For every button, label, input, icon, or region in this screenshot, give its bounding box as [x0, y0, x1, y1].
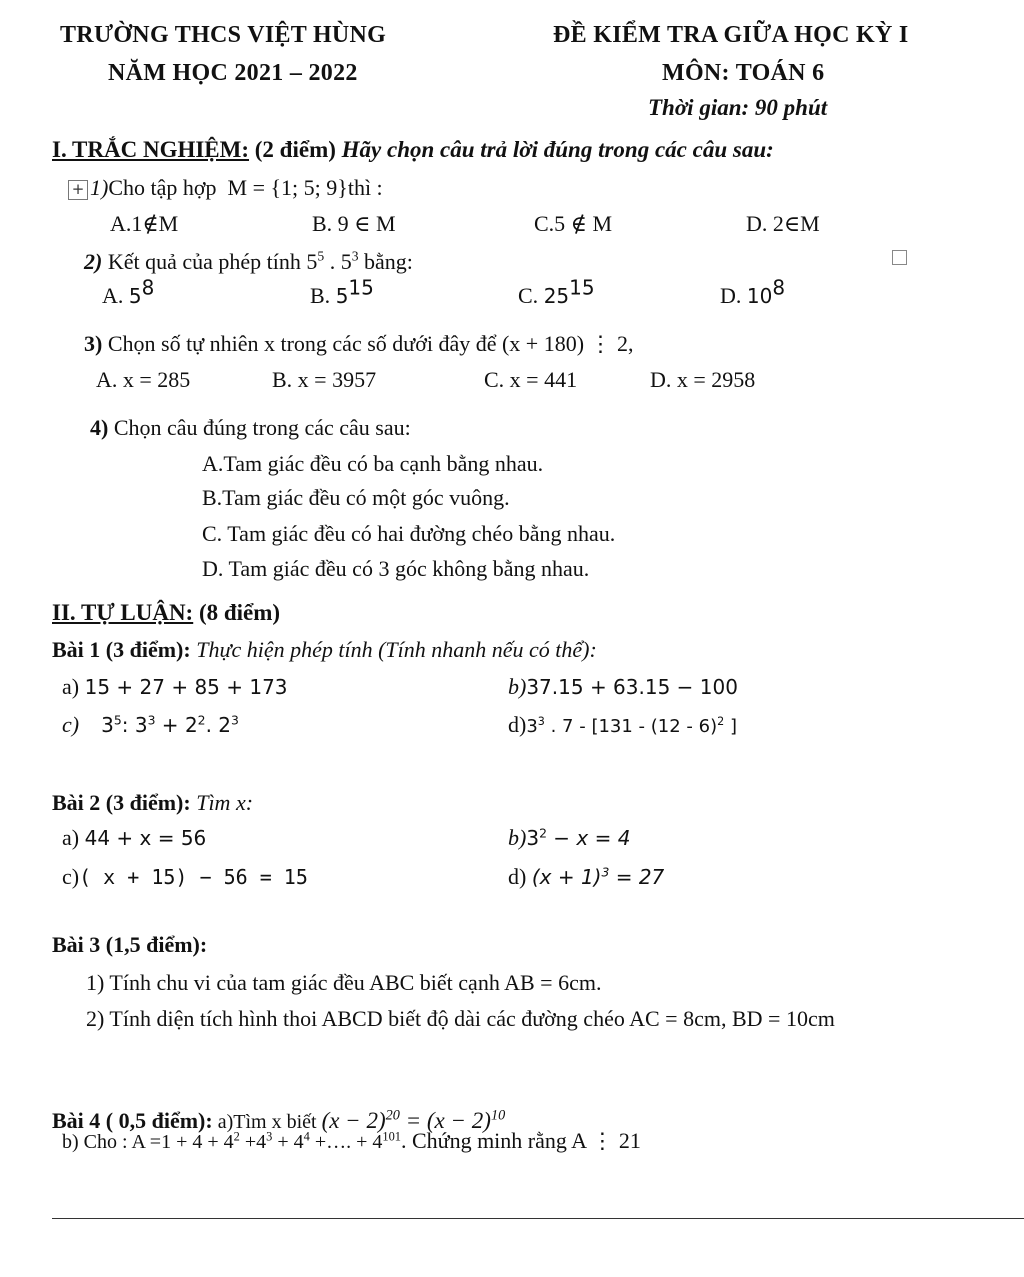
bai3-item1: 1) Tính chu vi của tam giác đều ABC biết cạnh AB = 6cm. [86, 970, 602, 995]
exam-time: Thời gian: 90 phút [648, 95, 828, 120]
part1-heading: I. TRẮC NGHIỆM: [52, 137, 250, 162]
q2-expr: $5^5$ . $5^3$ [306, 248, 359, 274]
q4-text: Chọn câu đúng trong các câu sau: [108, 415, 411, 440]
q3-expr: (x + 180) ⋮ 2, [501, 331, 634, 356]
exam-title: ĐỀ KIỂM TRA GIỮA HỌC KỲ I [553, 22, 909, 48]
bai1-d: $d)3^3$ . 7 - [131 - (12 - 6)$^2$ ] [508, 712, 737, 737]
q2-option-a: A. $5^8$ [102, 275, 155, 308]
part2-heading: II. TỰ LUẬN: [52, 600, 194, 625]
question-2 [84, 249, 413, 275]
part1-points: (2 điểm) [249, 137, 342, 162]
q4-option-c: C. Tam giác đều có hai đường chéo bằng nhau. [202, 521, 616, 546]
q3-text: Chọn số tự nhiên x trong các số dưới đây để [102, 331, 502, 356]
q1-option-a: A.1∉M [110, 211, 179, 236]
q1-option-b: B. 9 ∈ M [312, 211, 396, 236]
part1-heading-line [52, 137, 774, 163]
school-year: NĂM HỌC 2021 – 2022 [108, 60, 358, 86]
q1-option-c: C.5 ∉ M [534, 211, 613, 236]
part2-heading-line [52, 600, 280, 626]
q4-number: 4) [90, 415, 109, 440]
school-name: TRƯỜNG THCS VIỆT HÙNG [60, 22, 387, 48]
q1-tail: thì : [347, 175, 383, 200]
bai4-a-expr: $(x - 2)^{20} = (x - 2)^{10}$ [321, 1107, 506, 1133]
q2-option-c: C. $25^{15}$ [518, 275, 595, 308]
bai1-title-line [52, 637, 597, 663]
q4-option-b: B.Tam giác đều có một góc vuông. [202, 485, 510, 510]
bai2-title-line [52, 790, 253, 816]
bai2-a: a) 44 + x = 56 [62, 825, 207, 850]
bai2-title: Bài 2 (3 điểm): [52, 790, 191, 815]
move-anchor-icon[interactable]: + [68, 180, 88, 200]
bai4-title: Bài 4 ( 0,5 điểm): [52, 1108, 213, 1133]
q3-option-d: D. x = 2958 [650, 367, 756, 392]
q1-option-d: D. 2∈M [746, 211, 820, 236]
question-3 [84, 331, 634, 357]
q2-option-d: D. $10^8$ [720, 275, 786, 308]
bai2-instruction: Tìm x: [190, 790, 254, 815]
bai2-d: d) $(x + 1)^3 = 27$ [508, 864, 665, 889]
bai1-b: b)37.15 + 63.15 − 100 [508, 674, 738, 699]
q1-set: M = {1; 5; 9} [227, 175, 348, 200]
bai1-instruction: Thực hiện phép tính (Tính nhanh nếu có thể): [190, 637, 597, 662]
q3-option-a: A. x = 285 [96, 367, 191, 392]
question-4 [90, 415, 411, 441]
q2-tail: bằng: [358, 249, 413, 274]
q4-option-d: D. Tam giác đều có 3 góc không bằng nhau. [202, 556, 590, 581]
checkbox-placeholder[interactable] [892, 250, 907, 265]
subject: MÔN: TOÁN 6 [662, 60, 825, 86]
q3-number: 3) [84, 331, 103, 356]
q2-text: Kết quả của phép tính [102, 249, 307, 274]
part2-points: (8 điểm) [193, 600, 281, 625]
q2-number: 2) [84, 249, 103, 274]
q3-option-b: B. x = 3957 [272, 367, 377, 392]
part1-instruction: Hãy chọn câu trả lời đúng trong các câu sau: [341, 137, 774, 162]
q2-option-b: B. $5^{15}$ [310, 275, 374, 308]
q1-text: Cho tập hợp [108, 175, 217, 200]
q3-option-c: C. x = 441 [484, 367, 578, 392]
bai1-a: a) 15 + 27 + 85 + 173 [62, 674, 288, 699]
bai2-c: c)( x + 15) − 56 = 15 [62, 864, 308, 889]
q1-number: 1) [90, 175, 109, 200]
q4-option-a: A.Tam giác đều có ba cạnh bằng nhau. [202, 451, 544, 476]
bai3-item2: 2) Tính diện tích hình thoi ABCD biết độ dài các đường chéo AC = 8cm, BD = 10cm [86, 1006, 835, 1031]
bai1-title: Bài 1 (3 điểm): [52, 637, 191, 662]
bai2-b: $b)3^2 - x = 4$ [508, 825, 631, 850]
question-1 [68, 175, 383, 201]
bai1-c: c) $3^5$: $3^3 + 2^2$. $2^3$ [62, 712, 239, 737]
bai4-a-text: a)Tìm x biết [212, 1111, 322, 1133]
bai3-title: Bài 3 (1,5 điểm): [52, 932, 208, 957]
bottom-divider [52, 1218, 1024, 1219]
bai4-b-line: b) Cho : $A =1 + 4 + 4^2 +4^3 + 4^4$ +…. + $4^{101}$. Chứng minh rằng A ⋮ 21 [62, 1128, 641, 1153]
